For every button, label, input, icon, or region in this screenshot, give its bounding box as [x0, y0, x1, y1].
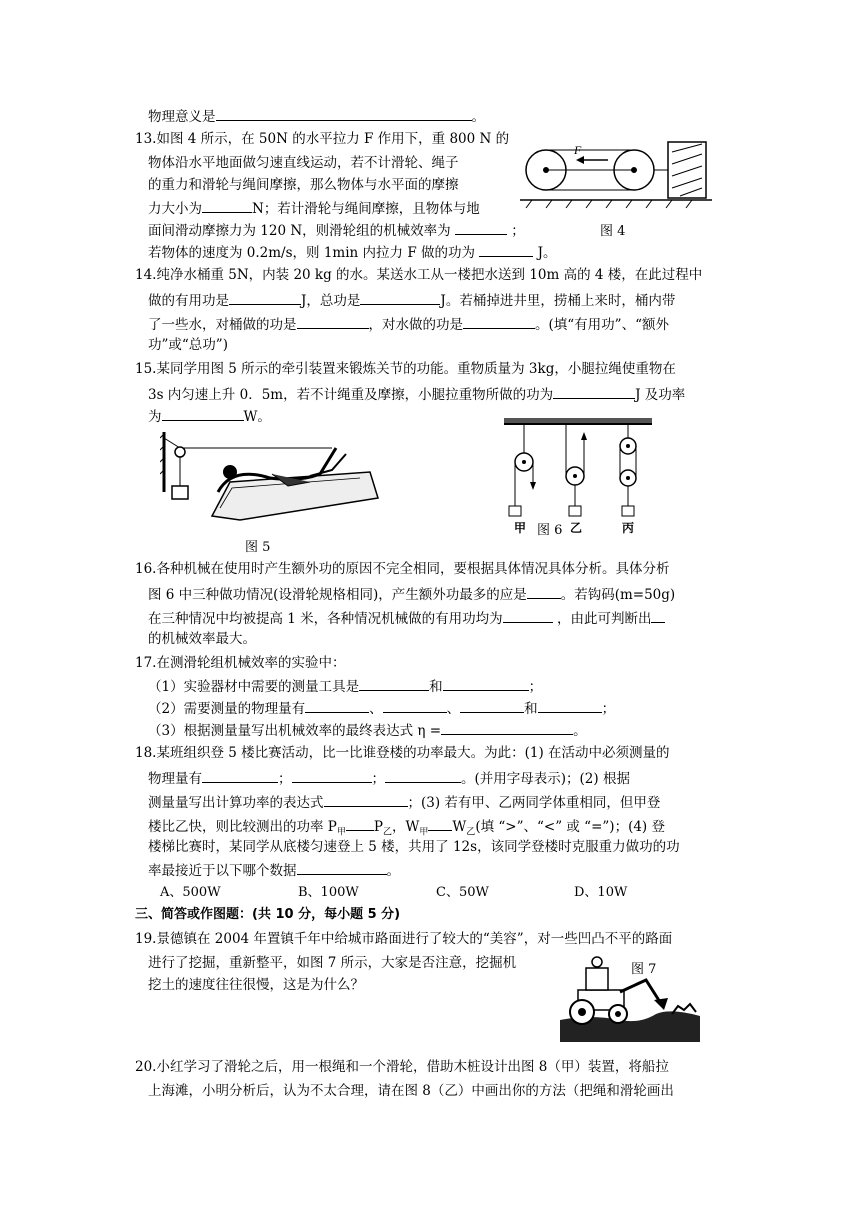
answer-blank[interactable]	[202, 768, 278, 783]
figure-6-caption: 图 6	[537, 523, 563, 538]
answer-blank[interactable]	[383, 698, 447, 713]
q15-line-2: 3s 内匀速上升 0．5m，若不计绳重及摩擦，小腿拉重物所做的功为 J 及功率	[148, 384, 685, 404]
q13-line-5: 面间滑动摩擦力为 120 N，则滑轮组的机械效率为 ；	[148, 220, 525, 240]
section-3-heading: 三、简答或作图题：(共 10 分，每小题 5 分)	[135, 907, 401, 922]
q17-line-2: （1）实验器材中需要的测量工具是 和 ；	[148, 676, 542, 696]
answer-blank[interactable]	[360, 290, 440, 305]
q19-line-1: 19.景德镇在 2004 年置镇千年中给城市路面进行了较大的“美容”，对一些凹凸不平的路面	[135, 931, 673, 947]
option-c[interactable]: C、50W	[436, 885, 489, 900]
answer-blank[interactable]	[346, 816, 374, 831]
figure-5-caption: 图 5	[245, 540, 271, 555]
q20-line-1: 20.小红学习了滑轮之后，用一根绳和一个滑轮，借助木桩设计出图 8（甲）装置，将船拉	[135, 1059, 669, 1075]
answer-blank[interactable]	[162, 406, 244, 421]
q18-line-3: 测量量写出计算功率的表达式 ；(3) 若有甲、乙两同学体重相同，但甲登	[148, 792, 660, 812]
q17-line-3: （2）需要测量的物理量有 、 、 和 ；	[148, 698, 615, 718]
answer-blank[interactable]	[297, 860, 387, 875]
answer-blank[interactable]	[202, 198, 252, 213]
q16-line-4: 的机械效率最大。	[148, 631, 256, 647]
option-a[interactable]: A、500W	[160, 885, 221, 900]
answer-blank[interactable]	[324, 792, 408, 807]
answer-blank[interactable]	[428, 816, 452, 831]
answer-blank[interactable]	[359, 676, 429, 691]
option-b[interactable]: B、100W	[298, 885, 359, 900]
q17-line-1: 17.在测滑轮组机械效率的实验中：	[135, 655, 346, 671]
q14-line-3: 了一些水，对桶做的功是 ，对水做的功是 。(填“有用功”、“额外	[148, 314, 669, 334]
pulley-label-yi: 乙	[570, 521, 583, 535]
figure-6-three-pulleys	[500, 418, 656, 536]
answer-blank[interactable]	[463, 314, 535, 329]
figure-4-force-label: F	[574, 143, 582, 157]
q18-line-2: 物理量有 ； ； 。(并用字母表示)；(2) 根据	[148, 768, 630, 788]
q18-line-5: 楼梯比赛时，某同学从底楼匀速登上 5 楼，共用了 12s，该同学登楼时克服重力做功的功	[148, 839, 680, 855]
answer-blank[interactable]	[527, 584, 561, 599]
q16-line-2: 图 6 中三种做功情况(设滑轮规格相同)，产生额外功最多的应是 。若钩码(m=50g)	[148, 584, 675, 604]
q19-line-3: 挖土的速度往往很慢，这是为什么？	[148, 977, 364, 993]
q14-line-2: 做的有用功是 J，总功是 J。若桶掉进井里，捞桶上来时，桶内带	[148, 290, 675, 310]
answer-blank[interactable]	[460, 698, 524, 713]
q14-line-4: 功”或“总功”)	[148, 337, 228, 353]
q18-options	[160, 884, 712, 902]
q20-line-2: 上海滩，小明分析后，认为不太合理，请在图 8（乙）中画出你的方法（把绳和滑轮画出	[148, 1083, 674, 1099]
figure-7-excavator	[560, 950, 700, 1042]
answer-blank[interactable]	[503, 608, 553, 623]
answer-blank[interactable]	[305, 698, 369, 713]
answer-blank[interactable]	[292, 768, 372, 783]
figure-4-caption: 图 4	[600, 224, 626, 239]
q18-line-4: 楼比乙快，则比较测出的功率 $P_甲$ $P_乙$，$W_甲$ $W_乙$(填 “>”、“<” 或 “=”)；(4) 登	[148, 816, 665, 842]
answer-blank[interactable]	[443, 676, 529, 691]
answer-blank[interactable]	[538, 698, 602, 713]
q15-line-1: 15.某同学用图 5 所示的牵引装置来锻炼关节的功能。重物质量为 3kg，小腿拉绳使重物在	[135, 361, 676, 377]
answer-blank[interactable]	[651, 608, 665, 623]
q17-line-4: （3）根据测量量写出机械效率的最终表达式 η = 。	[148, 720, 587, 740]
answer-blank[interactable]	[455, 220, 507, 235]
q19-line-2: 进行了挖掘，重新整平，如图 7 所示，大家是否注意，挖掘机	[148, 955, 517, 971]
q16-line-1: 16.各种机械在使用时产生额外功的原因不完全相同，要根据具体情况具体分析。具体分析	[135, 561, 670, 577]
answer-blank[interactable]	[385, 768, 461, 783]
pulley-label-bing: 丙	[622, 521, 635, 535]
answer-blank[interactable]	[216, 106, 472, 121]
option-d[interactable]: D、10W	[574, 885, 628, 900]
figure-7-caption: 图 7	[631, 962, 657, 977]
q15-line-3: 为 W。	[148, 406, 271, 426]
q13-line-1: 13.如图 4 所示，在 50N 的水平拉力 F 作用下，重 800 N 的	[135, 131, 510, 147]
q13-line-6: 若物体的速度为 0.2m/s，则 1min 内拉力 F 做的功为 J。	[148, 242, 557, 262]
answer-blank[interactable]	[553, 384, 635, 399]
figure-5-traction-device	[160, 428, 390, 528]
q18-line-6: 率最接近于以下哪个数据 。	[148, 860, 400, 880]
q13-line-2: 物体沿水平地面做匀速直线运动，若不计滑轮、绳子	[148, 155, 459, 171]
q16-line-3: 在三种情况中均被提高 1 米，各种情况机械做的有用功均为 ，由此可判断出	[148, 608, 665, 628]
pulley-label-jia: 甲	[514, 521, 527, 535]
answer-blank[interactable]	[441, 720, 573, 735]
q13-line-3: 的重力和滑轮与绳间摩擦，那么物体与水平面的摩擦	[148, 177, 459, 193]
q13-line-4: 力大小为 N；若计滑轮与绳间摩擦，且物体与地	[148, 198, 480, 218]
figure-4-pulley-diagram	[516, 130, 716, 210]
q12-line: 物理意义是 。	[148, 106, 485, 126]
q18-line-1: 18.某班组织登 5 楼比赛活动，比一比谁登楼的功率最大。为此：(1) 在活动中必须测量的	[135, 745, 670, 761]
answer-blank[interactable]	[297, 314, 369, 329]
q14-line-1: 14.纯净水桶重 5N，内装 20 kg 的水。某送水工从一楼把水送到 10m 高的 4 楼，在此过程中	[135, 267, 703, 283]
answer-blank[interactable]	[229, 290, 301, 305]
answer-blank[interactable]	[479, 242, 533, 257]
